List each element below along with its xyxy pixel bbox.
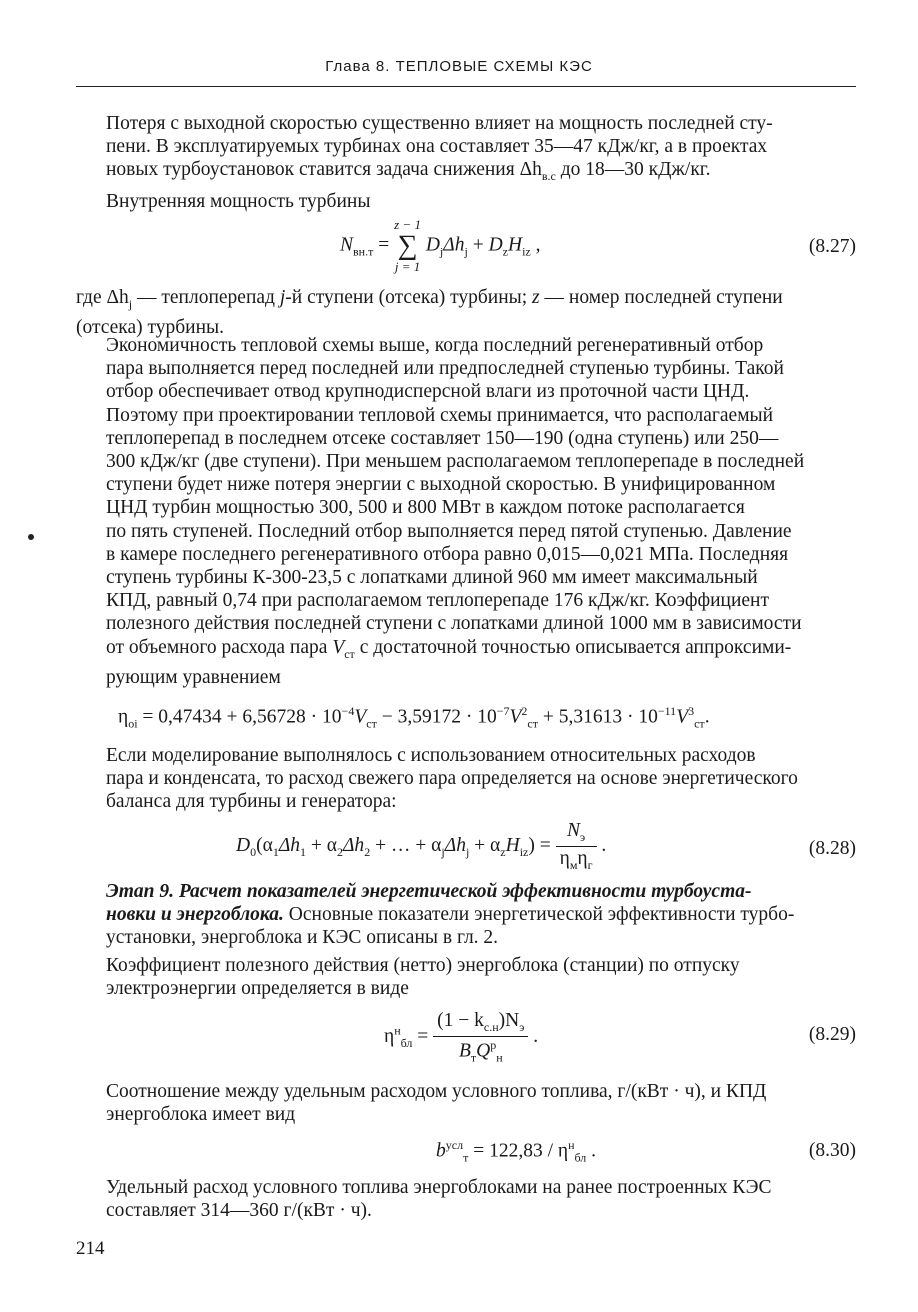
- equation-8-27: $N_{вн.т}$ = z − 1 ∑ j = 1 $D_j\Delta h_j + D_zH_{iz}$ ,: [340, 217, 541, 274]
- equation-number-8-27: (8.27): [808, 236, 856, 257]
- equation-8-30: $b^{усл}_т = 122,83 / \eta^н_{бл}$ .: [436, 1138, 597, 1165]
- equation-number-8-28: (8.28): [808, 838, 856, 859]
- paragraph-1: Потеря с выходной скоростью существенно влияет на мощность последней сту- пени. В эксплуатируемых турбинах она составляет 35—47 кДж/кг, а в проектах новых турбоустановок ставится задача снижения $\Delta h_{в.с}$ до 18—30 кДж/кг.: [106, 113, 773, 184]
- equation-number-8-29: (8.29): [808, 1024, 856, 1045]
- stage-9-paragraph: Этап 9. Расчет показателей энергетической эффективности турбоуста- новки и энергоблока. Основные показатели энергетической эффективности турбо- установки, энергоблока и КЭС описаны в гл. 2.: [76, 880, 856, 950]
- page-number: 214: [76, 1238, 105, 1259]
- equation-eta-approx: $\eta_{oi} = 0,47434 + 6,56728 \cdot 10^{-4}V_{ст} - 3,59172 \cdot 10^{-7}V^2_{ст} + 5,31613 \cdot 10^{-11}V^3_{ст}$.: [118, 704, 710, 731]
- paragraph-5: Если моделирование выполнялось с использованием относительных расходов пара и конденсата, то расход свежего пара определяется на основе энергетического баланса для турбины и генератора:: [106, 745, 798, 813]
- equation-8-28: $D_0(\alpha_1\Delta h_1 + \alpha_2\Delta h_2$ + … + $\alpha_j\Delta h_j + \alpha_zH_{iz}$) = $\frac{N_э}{\eta_м\eta_г}$ .: [236, 820, 607, 872]
- header-rule: [76, 86, 856, 87]
- paragraph-8: Удельный расход условного топлива энергоблоками на ранее построенных КЭС составляет 314—360 г/(кВт · ч).: [106, 1177, 772, 1222]
- paragraph-2: Внутренняя мощность турбины: [106, 191, 371, 212]
- paragraph-3: где $\Delta h_j$ — теплоперепад j-й ступени (отсека) турбины; z — номер последней ступени (отсека) турбины.: [76, 287, 783, 339]
- stage-9-heading: Этап 9. Расчет показателей энергетической эффективности турбоуста-: [106, 881, 752, 902]
- running-header: Глава 8. ТЕПЛОВЫЕ СХЕМЫ КЭС: [325, 58, 593, 75]
- paragraph-7: Соотношение между удельным расходом условного топлива, г/(кВт · ч), и КПД энергоблока имеет вид: [106, 1081, 767, 1126]
- paragraph-4: Экономичность тепловой схемы выше, когда последний регенеративный отбор пара выполняется перед последней или предпоследней ступенью турбины. Такой отбор обеспечивает отвод крупнодисперсной влаги из проточной части ЦНД. Поэтому при проектировании тепловой схемы принимается, что располагаемый теплоперепад в последнем отсеке составляет 150—190 (одна ступень) или 250— 300 кДж/кг (две ступени). При меньшем располагаемом теплоперепаде в последней ступени будет ниже потеря энергии с выходной скоростью. В унифицированном ЦНД турбин мощностью 300, 500 и 800 МВт в каждом потоке располагается по пять ступеней. Последний отбор выполняется перед пятой ступенью. Давление в камере последнего регенеративного отбора равно 0,015—0,021 МПа. Последняя ступень турбины К-300-23,5 с лопатками длиной 960 мм имеет максимальный КПД, равный 0,74 при располагаемом теплоперепаде 176 кДж/кг. Коэффициент полезного действия последней ступени с лопатками длиной 1000 мм в зависимости от объемного расхода пара $V_{ст}$ с достаточной точностью описывается аппроксими- рующим уравнением: [106, 335, 805, 688]
- paragraph-6: Коэффициент полезного действия (нетто) энергоблока (станции) по отпуску электроэнергии определяется в виде: [106, 955, 740, 1000]
- equation-8-29: $\eta^н_{бл}$ = $\frac{(1 - k_{с.н})N_э}{B_тQ^р_н}$ .: [384, 1010, 539, 1065]
- margin-dot: [28, 534, 34, 540]
- equation-number-8-30: (8.30): [808, 1140, 856, 1161]
